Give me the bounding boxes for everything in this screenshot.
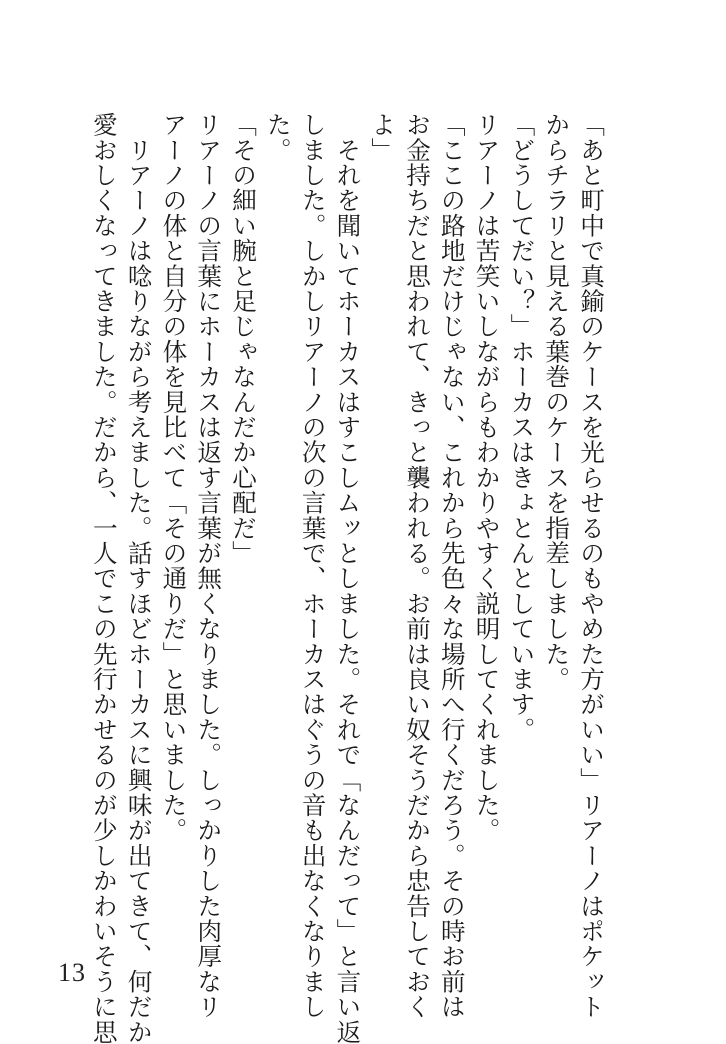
text-line: 愛おしくなってきました。だから、一人でこの先行かせるのが少しかわいそうに思	[89, 112, 119, 1044]
text-line: た。	[263, 112, 293, 163]
text-line: それを聞いてホーカスはすこしムッとしました。それで「なんだって」と言い返	[333, 112, 363, 1044]
vertical-text-body	[86, 112, 608, 1044]
text-line: お金持ちだと思われて、きっと襲われる。お前は良い奴そうだから忠告しておく	[403, 112, 433, 1020]
text-line: アーノの体と自分の体を見比べて「その通りだ」と思いました。	[159, 112, 189, 843]
text-line: しました。しかしリアーノの次の言葉で、ホーカスはぐうの音も出なくなりまし	[298, 112, 328, 1020]
text-line: からチラリと見える葉巻のケースを指差しました。	[542, 112, 572, 692]
page-number: 13	[58, 958, 86, 987]
text-line: よ」	[368, 112, 398, 163]
text-line: 「どうしてだい？」ホーカスはきょとんとしています。	[507, 112, 537, 742]
text-line: 「ここの路地だけじゃない、これから先色々な場所へ行くだろう。その時お前は	[437, 112, 467, 1020]
text-line: リアーノは苦笑いしながらもわかりやすく説明してくれました。	[472, 112, 502, 843]
text-line: 「その細い腕と足じゃなんだか心配だ」	[229, 112, 259, 566]
text-line: 「あと町中で真鍮のケースを光らせるのもやめた方がいい」リアーノはポケット	[577, 112, 606, 1020]
text-line: リアーノの言葉にホーカスは返す言葉が無くなりました。しっかりした肉厚なリ	[194, 112, 224, 1020]
text-line: リアーノは唸りながら考えました。話すほどホーカスに興味が出てきて、何だか	[124, 112, 154, 1044]
